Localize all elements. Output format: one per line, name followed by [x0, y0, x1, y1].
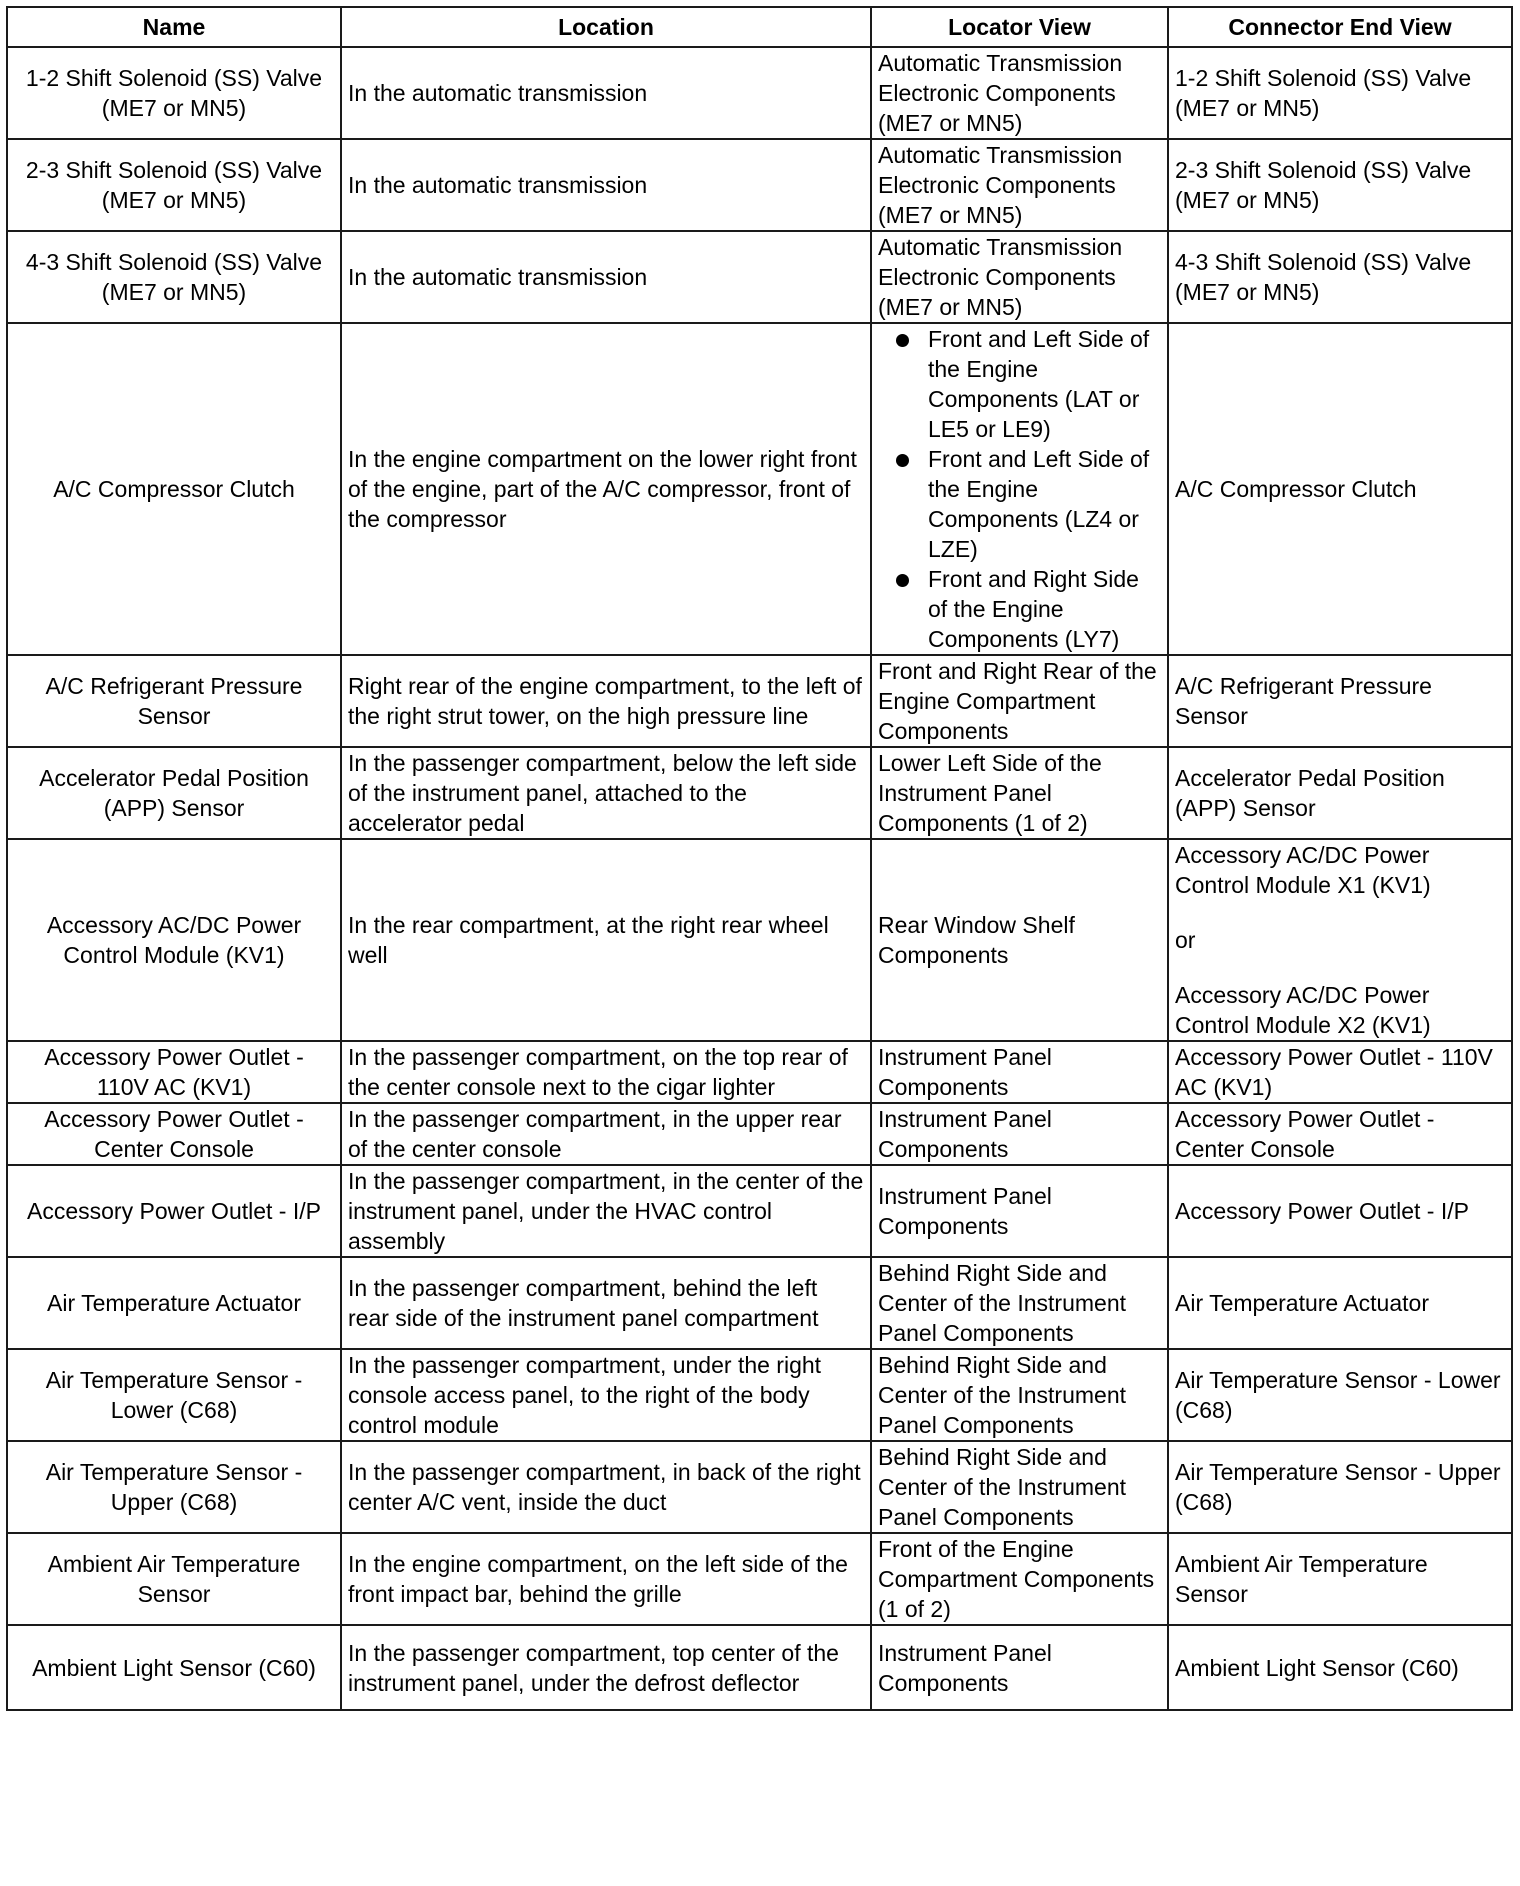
- cell-connector-end-view: Accelerator Pedal Position (APP) Sensor: [1168, 747, 1512, 839]
- table-row: [7, 47, 1512, 139]
- cell-connector-end-view: Accessory Power Outlet - I/P: [1168, 1165, 1512, 1257]
- cell-name: Accelerator Pedal Position (APP) Sensor: [7, 747, 341, 839]
- cell-name: Accessory Power Outlet - I/P: [7, 1165, 341, 1257]
- cell-locator-view: Behind Right Side and Center of the Instrument Panel Components: [871, 1349, 1168, 1441]
- bullet-item: [878, 324, 1161, 444]
- header-location: Location: [341, 7, 871, 47]
- cell-location: In the engine compartment on the lower right front of the engine, part of the A/C compressor, front of the compressor: [341, 323, 871, 655]
- cell-name: Ambient Light Sensor (C60): [7, 1625, 341, 1710]
- connector-end-view-option: Accessory AC/DC Power Control Module X2 (KV1): [1175, 982, 1431, 1038]
- cell-locator-view: Instrument Panel Components: [871, 1165, 1168, 1257]
- cell-connector-end-view: A/C Refrigerant Pressure Sensor: [1168, 655, 1512, 747]
- cell-name: Ambient Air Temperature Sensor: [7, 1533, 341, 1625]
- bullet-item: [878, 444, 1161, 564]
- cell-connector-end-view: 1-2 Shift Solenoid (SS) Valve (ME7 or MN5): [1168, 47, 1512, 139]
- cell-name: Air Temperature Actuator: [7, 1257, 341, 1349]
- cell-connector-end-view: Air Temperature Sensor - Lower (C68): [1168, 1349, 1512, 1441]
- cell-locator-view: [871, 323, 1168, 655]
- cell-locator-view: Automatic Transmission Electronic Components (ME7 or MN5): [871, 47, 1168, 139]
- cell-locator-view: Automatic Transmission Electronic Components (ME7 or MN5): [871, 139, 1168, 231]
- cell-name: Accessory AC/DC Power Control Module (KV1): [7, 839, 341, 1041]
- cell-location: Right rear of the engine compartment, to the left of the right strut tower, on the high pressure line: [341, 655, 871, 747]
- bullet-text: Front and Right Side of the Engine Components (LY7): [928, 566, 1139, 652]
- cell-location: In the passenger compartment, under the right console access panel, to the right of the body control module: [341, 1349, 871, 1441]
- table-row: [7, 1625, 1512, 1710]
- table-row: [7, 231, 1512, 323]
- bullet-text: Front and Left Side of the Engine Components (LZ4 or LZE): [928, 446, 1150, 562]
- cell-connector-end-view: 2-3 Shift Solenoid (SS) Valve (ME7 or MN5): [1168, 139, 1512, 231]
- cell-location: In the engine compartment, on the left side of the front impact bar, behind the grille: [341, 1533, 871, 1625]
- cell-locator-view: Automatic Transmission Electronic Components (ME7 or MN5): [871, 231, 1168, 323]
- cell-connector-end-view: Ambient Air Temperature Sensor: [1168, 1533, 1512, 1625]
- cell-connector-end-view: [1168, 839, 1512, 1041]
- table-row: [7, 139, 1512, 231]
- cell-locator-view: Front and Right Rear of the Engine Compartment Components: [871, 655, 1168, 747]
- cell-locator-view: Behind Right Side and Center of the Instrument Panel Components: [871, 1257, 1168, 1349]
- header-name: Name: [7, 7, 341, 47]
- connector-end-view-option: Accessory AC/DC Power Control Module X1 (KV1): [1175, 842, 1431, 898]
- table-row: [7, 747, 1512, 839]
- cell-name: Air Temperature Sensor - Lower (C68): [7, 1349, 341, 1441]
- cell-location: In the passenger compartment, on the top rear of the center console next to the cigar lighter: [341, 1041, 871, 1103]
- cell-locator-view: Behind Right Side and Center of the Instrument Panel Components: [871, 1441, 1168, 1533]
- table-row: [7, 323, 1512, 655]
- cell-connector-end-view: Accessory Power Outlet - Center Console: [1168, 1103, 1512, 1165]
- cell-name: Air Temperature Sensor - Upper (C68): [7, 1441, 341, 1533]
- cell-connector-end-view: Air Temperature Actuator: [1168, 1257, 1512, 1349]
- cell-location: In the passenger compartment, below the left side of the instrument panel, attached to the accelerator pedal: [341, 747, 871, 839]
- cell-location: In the automatic transmission: [341, 231, 871, 323]
- cell-locator-view: Front of the Engine Compartment Components (1 of 2): [871, 1533, 1168, 1625]
- cell-location: In the automatic transmission: [341, 47, 871, 139]
- table-row: [7, 1041, 1512, 1103]
- cell-locator-view: Instrument Panel Components: [871, 1103, 1168, 1165]
- cell-name: A/C Compressor Clutch: [7, 323, 341, 655]
- bullet-icon: [896, 454, 909, 467]
- table-row: [7, 1533, 1512, 1625]
- table-row: [7, 1349, 1512, 1441]
- cell-locator-view: Lower Left Side of the Instrument Panel Components (1 of 2): [871, 747, 1168, 839]
- table-row: [7, 1441, 1512, 1533]
- cell-locator-view: Instrument Panel Components: [871, 1041, 1168, 1103]
- bullet-item: [878, 564, 1161, 654]
- table-row: [7, 1257, 1512, 1349]
- locator-view-bullet-list: [878, 324, 1161, 654]
- bullet-text: Front and Left Side of the Engine Components (LAT or LE5 or LE9): [928, 326, 1150, 442]
- cell-connector-end-view: Ambient Light Sensor (C60): [1168, 1625, 1512, 1710]
- bullet-icon: [896, 574, 909, 587]
- cell-location: In the passenger compartment, in the center of the instrument panel, under the HVAC control assembly: [341, 1165, 871, 1257]
- component-locator-table: [6, 6, 1513, 1711]
- cell-connector-end-view: Air Temperature Sensor - Upper (C68): [1168, 1441, 1512, 1533]
- cell-name: Accessory Power Outlet - Center Console: [7, 1103, 341, 1165]
- connector-end-view-or: or: [1175, 927, 1196, 953]
- cell-location: In the passenger compartment, behind the left rear side of the instrument panel compartment: [341, 1257, 871, 1349]
- cell-connector-end-view: Accessory Power Outlet - 110V AC (KV1): [1168, 1041, 1512, 1103]
- cell-name: 2-3 Shift Solenoid (SS) Valve (ME7 or MN5): [7, 139, 341, 231]
- cell-name: A/C Refrigerant Pressure Sensor: [7, 655, 341, 747]
- cell-location: In the passenger compartment, top center of the instrument panel, under the defrost deflector: [341, 1625, 871, 1710]
- cell-locator-view: Instrument Panel Components: [871, 1625, 1168, 1710]
- cell-locator-view: Rear Window Shelf Components: [871, 839, 1168, 1041]
- cell-location: In the rear compartment, at the right rear wheel well: [341, 839, 871, 1041]
- bullet-icon: [896, 334, 909, 347]
- cell-connector-end-view: 4-3 Shift Solenoid (SS) Valve (ME7 or MN5): [1168, 231, 1512, 323]
- cell-location: In the automatic transmission: [341, 139, 871, 231]
- cell-location: In the passenger compartment, in back of the right center A/C vent, inside the duct: [341, 1441, 871, 1533]
- table-row: [7, 1103, 1512, 1165]
- table-row: [7, 655, 1512, 747]
- cell-name: Accessory Power Outlet - 110V AC (KV1): [7, 1041, 341, 1103]
- cell-name: 4-3 Shift Solenoid (SS) Valve (ME7 or MN5): [7, 231, 341, 323]
- cell-connector-end-view: A/C Compressor Clutch: [1168, 323, 1512, 655]
- cell-location: In the passenger compartment, in the upper rear of the center console: [341, 1103, 871, 1165]
- cell-name: 1-2 Shift Solenoid (SS) Valve (ME7 or MN5): [7, 47, 341, 139]
- table-row: [7, 1165, 1512, 1257]
- table-row: [7, 839, 1512, 1041]
- header-connector-end-view: Connector End View: [1168, 7, 1512, 47]
- header-row: [7, 7, 1512, 47]
- header-locator-view: Locator View: [871, 7, 1168, 47]
